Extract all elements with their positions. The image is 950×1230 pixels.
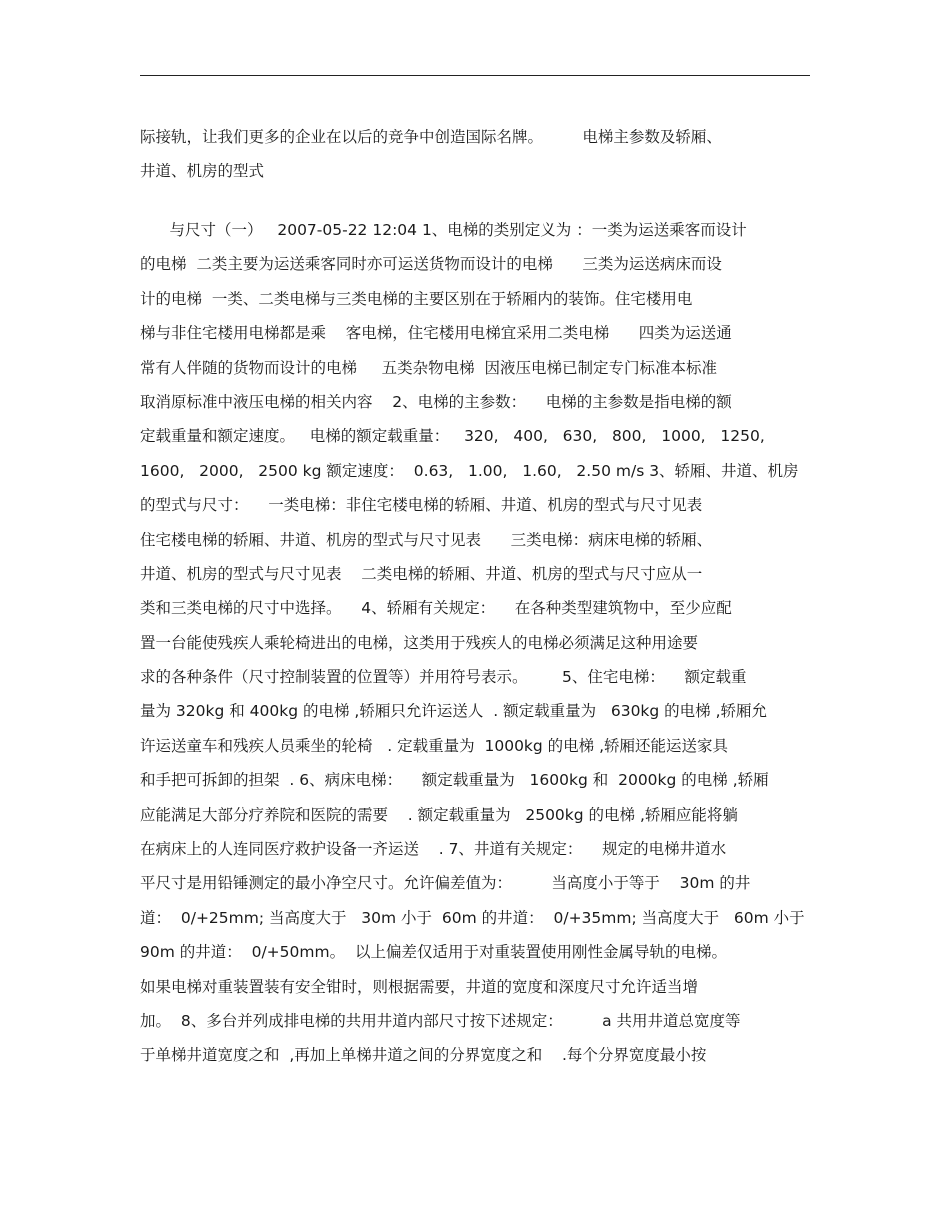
text-line: 许运送童车和残疾人员乘坐的轮椅 . 定载重量为 1000kg 的电梯 ,轿厢还能运送家具 [140,736,729,755]
text-line: 和手把可拆卸的担架 . 6、病床电梯： 额定载重量为 1600kg 和 2000kg 的电梯 ,轿厢 [140,771,769,790]
text-line: 际接轨，让我们更多的企业在以后的竞争中创造国际名牌。 电梯主参数及轿厢、 [140,128,722,146]
text-line: 90m 的井道： 0/+50mm。 以上偏差仅适用于对重装置使用刚性金属导轨的电梯。 [140,943,727,962]
text-line: 加。 8、多台并列成排电梯的共用井道内部尺寸按下述规定： a 共用井道总宽度等 [140,1011,741,1030]
text-line: 取消原标准中液压电梯的相关内容 2、电梯的主参数： 电梯的主参数是指电梯的额 [140,392,732,411]
text-line: 于单梯井道宽度之和 ,再加上单梯井道之间的分界宽度之和 .每个分界宽度最小按 [140,1046,707,1065]
text-line: 量为 320kg 和 400kg 的电梯 ,轿厢只允许运送人 . 额定载重量为 630kg 的电梯 ,轿厢允 [140,702,768,721]
text-line: 住宅楼电梯的轿厢、井道、机房的型式与尺寸见表 三类电梯：病床电梯的轿厢、 [140,530,713,549]
text-line: 求的各种条件（尺寸控制装置的位置等）并用符号表示。 5、住宅电梯： 额定载重 [140,668,747,687]
text-line: 置一台能使残疾人乘轮椅进出的电梯，这类用于残疾人的电梯必须满足这种用途要 [140,633,699,652]
text-line: 的电梯 二类主要为运送乘客同时亦可运送货物而设计的电梯 三类为运送病床而设 [140,255,722,274]
paragraph-body [140,213,820,1073]
text-line: 类和三类电梯的尺寸中选择。 4、轿厢有关规定： 在各种类型建筑物中，至少应配 [140,599,732,618]
text-line: 道： 0/+25mm; 当高度大于 30m 小于 60m 的井道： 0/+35mm; 当高度大于 60m 小于 [140,908,805,927]
text-line: 平尺寸是用铅锤测定的最小净空尺寸。允许偏差值为： 当高度小于等于 30m 的井 [140,874,751,893]
paragraph-intro [140,120,820,189]
text-line: 梯与非住宅楼用电梯都是乘 客电梯，住宅楼用电梯宜采用二类电梯 四类为运送通 [140,324,732,343]
text-line: 在病床上的人连同医疗救护设备一齐运送 . 7、井道有关规定： 规定的电梯井道水 [140,840,727,859]
text-line: 应能满足大部分疗养院和医院的需要 . 额定载重量为 2500kg 的电梯 ,轿厢应能将躺 [140,805,738,824]
text-line: 定载重量和额定速度。 电梯的额定载重量： 320, 400, 630, 800, 1000, 1250, [140,427,765,446]
text-line: 计的电梯 一类、二类电梯与三类电梯的主要区别在于轿厢内的装饰。住宅楼用电 [140,289,693,308]
text-line: 常有人伴随的货物而设计的电梯 五类杂物电梯 因液压电梯已制定专门标准本标准 [140,358,717,377]
text-line: 1600, 2000, 2500 kg 额定速度： 0.63, 1.00, 1.60, 2.50 m/s 3、轿厢、井道、机房 [140,461,799,480]
text-line: 井道、机房的型式 [140,162,265,181]
text-line: 井道、机房的型式与尺寸见表 二类电梯的轿厢、井道、机房的型式与尺寸应从一 [140,564,703,583]
header-rule [140,75,810,76]
text-line: 的型式与尺寸： 一类电梯：非住宅楼电梯的轿厢、井道、机房的型式与尺寸见表 [140,496,703,515]
text-line: 如果电梯对重装置装有安全钳时，则根据需要，井道的宽度和深度尺寸允许适当增 [140,977,699,996]
text-line: 与尺寸（一） 2007-05-22 12:04 1、电梯的类别定义为 ：一类为运送乘客而设计 [140,221,747,239]
